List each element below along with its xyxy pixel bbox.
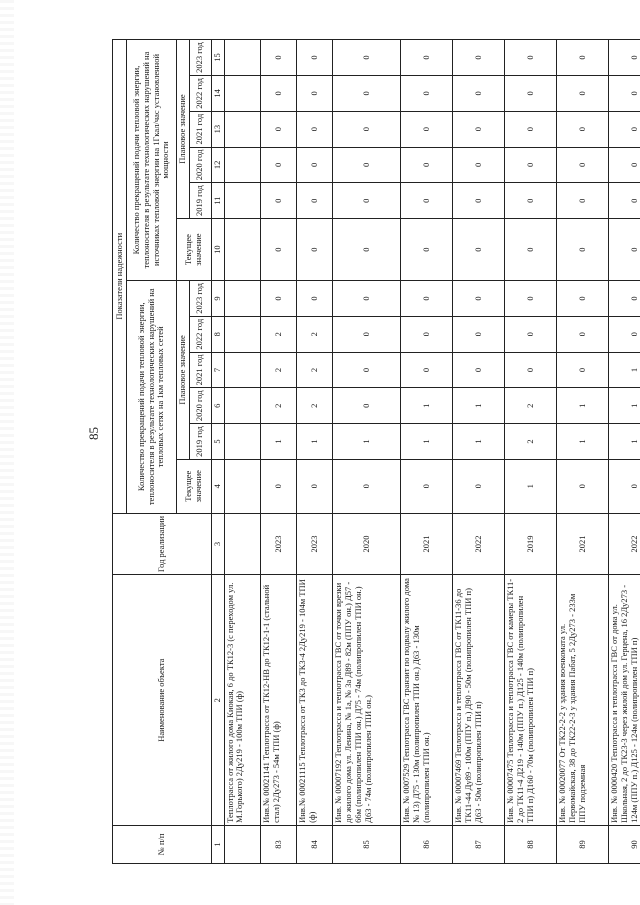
- value-cell: 0: [401, 316, 453, 352]
- value-cell: 0: [556, 40, 608, 76]
- value-cell: 0: [556, 352, 608, 388]
- table-row: [453, 40, 505, 864]
- object-name-cell: Инв. № 0007529 Теплотрасса ГВС транзит по подвалу жилого дома № 13) Д75 - 130м (полипропилен ТПИ он.) Д63 - 130м (полипропилен ТПИ он.): [401, 575, 453, 825]
- header-current-2: Текущее значение: [177, 219, 212, 281]
- value-cell: [224, 183, 260, 219]
- value-cell: 0: [505, 219, 557, 281]
- value-cell: [224, 352, 260, 388]
- value-cell: 0: [333, 459, 401, 513]
- header-year: Год реализации: [113, 513, 212, 575]
- object-name-cell: Инв. № 00007475 Теплотрасса и теплотрасса ГВС от камеры ТК11-2 до ТК11-4 Д219 - 140м (ППУ п.) Д125 - 140м (полипропилен ТПИ п) Д160 - 70м (полипропилен ТПИ п): [505, 575, 557, 825]
- value-cell: 0: [453, 111, 505, 147]
- value-cell: 0: [556, 76, 608, 112]
- header-planned-2: Плановое значение: [177, 40, 190, 219]
- value-cell: 0: [297, 459, 333, 513]
- value-cell: 0: [260, 147, 296, 183]
- value-cell: 0: [556, 281, 608, 317]
- table-row: [608, 40, 640, 864]
- value-cell: 0: [505, 316, 557, 352]
- value-cell: 0: [556, 147, 608, 183]
- year-cell: 2022: [608, 513, 640, 575]
- value-cell: 0: [453, 316, 505, 352]
- value-cell: 0: [401, 40, 453, 76]
- header-year-cell: 2021 год: [189, 352, 211, 388]
- column-number: 7: [211, 352, 224, 388]
- value-cell: 1: [608, 424, 640, 460]
- column-number-row: [211, 40, 224, 864]
- object-name-cell: Инв. № 0000420 Теплотрасса и теплотрасса ГВС от дома ул. Школьная, 2 до ТК23-3 через жилой дом ул. Герцена, 16 2Ду273 - 124м (ППУ п.) Д125 - 124м (полипропилен ТПИ п): [608, 575, 640, 825]
- value-cell: 0: [608, 147, 640, 183]
- row-number-cell: 83: [260, 825, 296, 863]
- value-cell: 0: [505, 40, 557, 76]
- table-row: [260, 40, 296, 864]
- value-cell: 0: [401, 111, 453, 147]
- value-cell: 0: [608, 40, 640, 76]
- reliability-table: [112, 39, 640, 864]
- value-cell: 0: [505, 76, 557, 112]
- table-row: [556, 40, 608, 864]
- row-number-cell: [224, 825, 260, 863]
- object-name-cell: Теплотрасса от жилого дома Киокая, 6 до ТК12-3 (с переходом ул. М.Горького) 2Ду219 - 100м ТПИ (ф): [224, 575, 260, 825]
- header-name: Наименование объекта: [113, 575, 212, 825]
- value-cell: 1: [556, 424, 608, 460]
- value-cell: 0: [556, 219, 608, 281]
- value-cell: 0: [401, 147, 453, 183]
- table-row: [297, 40, 333, 864]
- row-number-cell: 90: [608, 825, 640, 863]
- value-cell: [224, 388, 260, 424]
- value-cell: 0: [453, 183, 505, 219]
- value-cell: 0: [260, 219, 296, 281]
- row-number-cell: 84: [297, 825, 333, 863]
- column-number: 10: [211, 219, 224, 281]
- value-cell: 1: [401, 388, 453, 424]
- year-cell: 2020: [333, 513, 401, 575]
- table-body: [224, 40, 640, 864]
- value-cell: 0: [556, 316, 608, 352]
- value-cell: 0: [297, 281, 333, 317]
- column-number: 15: [211, 40, 224, 76]
- value-cell: 0: [333, 111, 401, 147]
- object-name-cell: Инв. № 00020077 От ТК22-2-2 у здания военкомата ул. Первомайская, 38 до ТК22-2-3 у здания Пабат, 5 2Ду273 - 233м ППУ подземная: [556, 575, 608, 825]
- page-number: 85: [86, 427, 101, 440]
- value-cell: 1: [453, 388, 505, 424]
- value-cell: 0: [260, 76, 296, 112]
- value-cell: 0: [297, 219, 333, 281]
- value-cell: 1: [333, 424, 401, 460]
- value-cell: 0: [260, 111, 296, 147]
- value-cell: 0: [333, 316, 401, 352]
- value-cell: 0: [333, 281, 401, 317]
- value-cell: 0: [453, 281, 505, 317]
- value-cell: 0: [556, 111, 608, 147]
- value-cell: [224, 316, 260, 352]
- header-year-cell: 2019 год: [189, 183, 211, 219]
- value-cell: 0: [401, 76, 453, 112]
- value-cell: 0: [333, 147, 401, 183]
- year-cell: 2023: [260, 513, 296, 575]
- value-cell: 2: [260, 388, 296, 424]
- value-cell: 0: [453, 40, 505, 76]
- value-cell: 0: [505, 352, 557, 388]
- value-cell: 0: [297, 183, 333, 219]
- value-cell: 1: [608, 352, 640, 388]
- value-cell: 0: [505, 111, 557, 147]
- year-cell: 2022: [453, 513, 505, 575]
- value-cell: 0: [453, 219, 505, 281]
- scan-edge-artifact: [0, 0, 14, 905]
- header-year-cell: 2022 год: [189, 316, 211, 352]
- value-cell: 0: [333, 352, 401, 388]
- value-cell: 2: [260, 352, 296, 388]
- column-number: 4: [211, 459, 224, 513]
- value-cell: 2: [297, 388, 333, 424]
- row-number-cell: 85: [333, 825, 401, 863]
- value-cell: [224, 281, 260, 317]
- value-cell: 0: [260, 183, 296, 219]
- table-row: [401, 40, 453, 864]
- year-cell: 2021: [401, 513, 453, 575]
- value-cell: 0: [556, 183, 608, 219]
- column-number: 11: [211, 183, 224, 219]
- value-cell: 1: [453, 424, 505, 460]
- value-cell: 0: [260, 281, 296, 317]
- value-cell: 0: [608, 76, 640, 112]
- value-cell: 0: [505, 147, 557, 183]
- header-year-cell: 2021 год: [189, 111, 211, 147]
- value-cell: 1: [556, 388, 608, 424]
- column-number: 9: [211, 281, 224, 317]
- value-cell: 0: [333, 183, 401, 219]
- value-cell: 2: [505, 424, 557, 460]
- header-indicators: Показатели надежности: [113, 40, 127, 514]
- column-number: 8: [211, 316, 224, 352]
- value-cell: 1: [297, 424, 333, 460]
- value-cell: 1: [260, 424, 296, 460]
- header-planned-1: Плановое значение: [177, 281, 190, 460]
- object-name-cell: Инв. № 00007192 Теплотрасса и теплотрасса ГВС от точки врезки до жилого дома ул. Ленина, № 1а, № 3а Д89 - 82м (ППУ он.) Д57 - 66м (полипропилен ТПИ он.) Д75 - 74м (полипропилен ТПИ он.) Д63 - 74м (полипропилен ТПИ он.): [333, 575, 401, 825]
- header-group-networks: Количество прекращений подачи тепловой энергии, теплоносителя в результате технологических нарушений на тепловых сетях на 1км тепловых сетей: [127, 281, 177, 513]
- value-cell: 0: [453, 352, 505, 388]
- value-cell: [224, 219, 260, 281]
- row-number-cell: 89: [556, 825, 608, 863]
- year-cell: 2019: [505, 513, 557, 575]
- value-cell: 0: [505, 281, 557, 317]
- table-row: [505, 40, 557, 864]
- value-cell: [224, 76, 260, 112]
- value-cell: 0: [453, 76, 505, 112]
- object-name-cell: Инв. № 00007469 Теплотрасса и теплотрасса ГВС от ТК11-36 до ТК11-44 Ду89 - 100м (ППУ п.) Д90 - 50м (полипропилен ТПИ п) Д63 - 50м (полипропилен ТПИ п): [453, 575, 505, 825]
- header-year-cell: 2023 год: [189, 281, 211, 317]
- value-cell: 0: [297, 147, 333, 183]
- value-cell: [224, 111, 260, 147]
- row-number-cell: 86: [401, 825, 453, 863]
- column-number: 13: [211, 111, 224, 147]
- header-current-1: Текущее значение: [177, 459, 212, 513]
- value-cell: 0: [260, 459, 296, 513]
- row-number-cell: 88: [505, 825, 557, 863]
- value-cell: 0: [453, 147, 505, 183]
- value-cell: 0: [333, 40, 401, 76]
- value-cell: 1: [608, 388, 640, 424]
- table-row: [333, 40, 401, 864]
- value-cell: 0: [608, 459, 640, 513]
- value-cell: 0: [297, 40, 333, 76]
- column-number: 6: [211, 388, 224, 424]
- column-number: 2: [211, 575, 224, 825]
- value-cell: 0: [401, 219, 453, 281]
- value-cell: 2: [505, 388, 557, 424]
- column-number: 12: [211, 147, 224, 183]
- rotated-table-sheet: [112, 39, 640, 864]
- object-name-cell: Инв.№ 00021115 Теплотрасса от ТК3 до ТК3-4 2Ду219 - 104м ТПИ (ф): [297, 575, 333, 825]
- header-year-cell: 2020 год: [189, 147, 211, 183]
- value-cell: 0: [453, 459, 505, 513]
- column-number: 1: [211, 825, 224, 863]
- value-cell: [224, 147, 260, 183]
- value-cell: 0: [608, 111, 640, 147]
- column-number: 3: [211, 513, 224, 575]
- value-cell: 0: [401, 281, 453, 317]
- value-cell: 0: [401, 459, 453, 513]
- value-cell: 0: [333, 388, 401, 424]
- value-cell: 0: [608, 316, 640, 352]
- value-cell: 0: [556, 459, 608, 513]
- value-cell: 0: [297, 76, 333, 112]
- value-cell: 0: [401, 183, 453, 219]
- row-number-cell: 87: [453, 825, 505, 863]
- value-cell: 2: [260, 316, 296, 352]
- value-cell: 0: [333, 219, 401, 281]
- value-cell: 0: [260, 40, 296, 76]
- value-cell: 0: [401, 352, 453, 388]
- header-no: № п/п: [113, 825, 212, 863]
- column-number: 5: [211, 424, 224, 460]
- value-cell: [224, 424, 260, 460]
- header-year-cell: 2022 год: [189, 76, 211, 112]
- year-cell: 2021: [556, 513, 608, 575]
- year-cell: 2023: [297, 513, 333, 575]
- value-cell: 0: [608, 219, 640, 281]
- object-name-cell: Инв.№ 00021141 Теплотрасса от ТК12-НВ до ТК12-1-1 (стальной стал) 2Ду273 - 54м ТПИ (ф): [260, 575, 296, 825]
- value-cell: 2: [297, 316, 333, 352]
- value-cell: [224, 459, 260, 513]
- value-cell: [224, 40, 260, 76]
- header-year-cell: 2020 год: [189, 388, 211, 424]
- year-cell: [224, 513, 260, 575]
- value-cell: 0: [608, 183, 640, 219]
- value-cell: 1: [401, 424, 453, 460]
- value-cell: 1: [505, 459, 557, 513]
- header-year-cell: 2023 год: [189, 40, 211, 76]
- value-cell: 2: [297, 352, 333, 388]
- header-year-cell: 2019 год: [189, 424, 211, 460]
- header-group-sources: Количество прекращений подачи тепловой энергии, теплоносителя в результате технологических нарушений на источниках тепловой энергии на 1Гкал/час установленной мощности: [127, 40, 177, 281]
- table-row: [224, 40, 260, 864]
- value-cell: 0: [333, 76, 401, 112]
- value-cell: 0: [297, 111, 333, 147]
- value-cell: 0: [608, 281, 640, 317]
- value-cell: 0: [505, 183, 557, 219]
- column-number: 14: [211, 76, 224, 112]
